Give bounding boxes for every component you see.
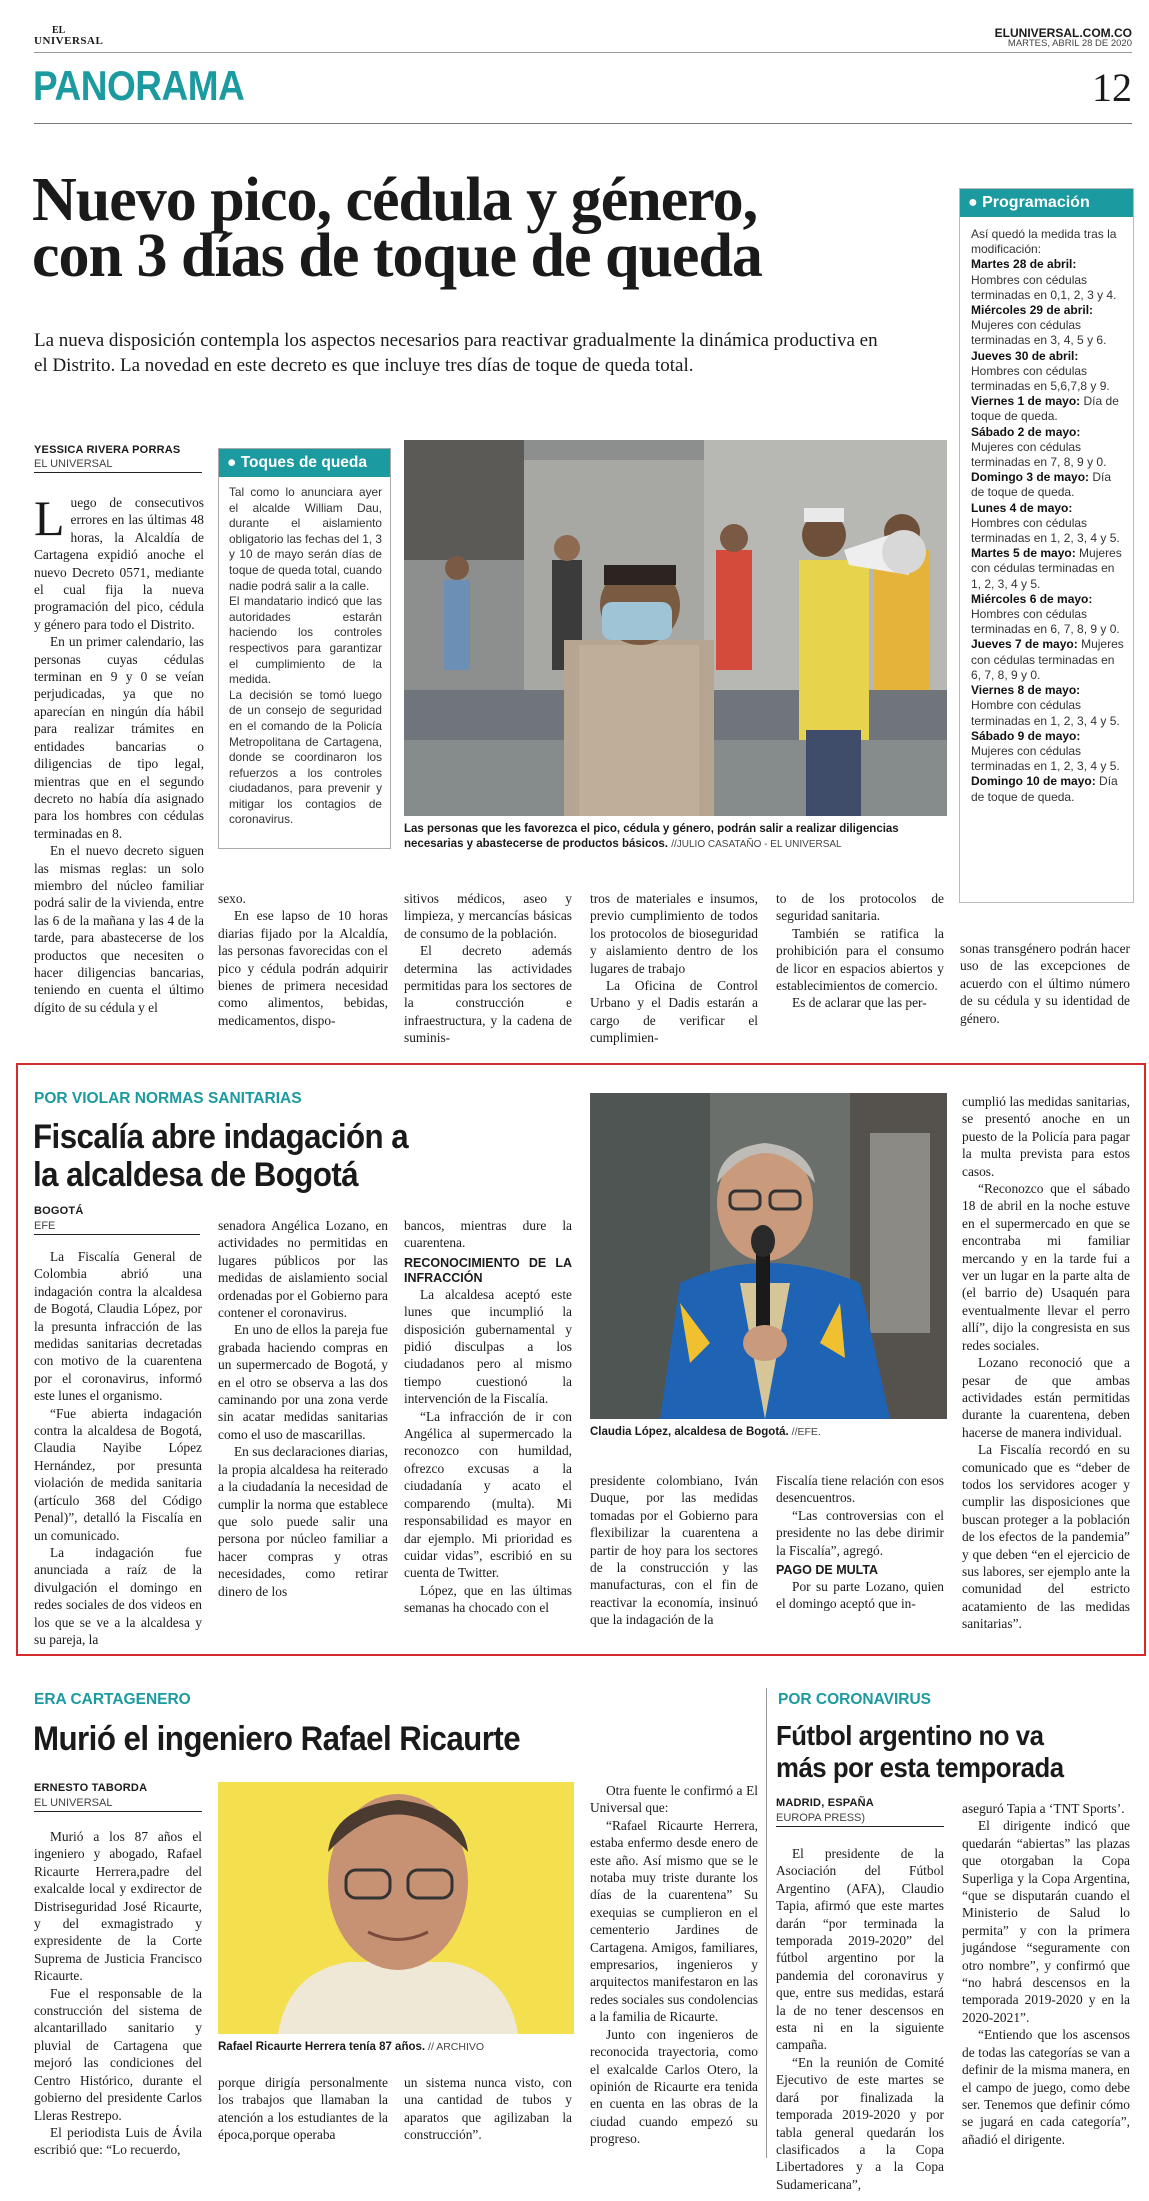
programacion-intro: Así quedó la medida tras la modificación: xyxy=(971,227,1117,257)
fiscalia-col2-p3: En sus declaraciones diarias, la propia alcaldesa ha reiterado a la ciudadanía la necesidad de cumplir la norma que establece que solo puede salir una persona por núcleo familiar a hacer compras y otras necesidades, como retirar dinero de los xyxy=(218,1444,388,1599)
programacion-item xyxy=(971,729,1124,775)
fiscalia-col5-p2: “Las controversias con el presidente no las debe dirimir la Fiscalía”, agregó. xyxy=(776,1507,944,1558)
lead-col1-p2: En un primer calendario, las personas cuyas cédulas terminan en 9 y 0 se veían perjudicadas, ya que no aparecían en ningún día hábil para realizar trámites en entidades bancarias o diligencias de tipo legal, mientras que en el segundo decreto no había día asignado para los hombres con cédulas terminadas en 8. xyxy=(34,634,204,841)
toques-box xyxy=(218,448,391,849)
ricaurte-col4-p3: Junto con ingenieros de reconocida trayectoria, como el exalcalde Carlos Otero, la opinión de Ricaurte era tenida en cuenta en las obras de la ciudad cuando empezó su progreso. xyxy=(590,2026,758,2147)
fiscalia-col3-p1: bancos, mientras dure la cuarentena. xyxy=(404,1218,572,1251)
programacion-list xyxy=(960,217,1133,811)
programacion-item-text: Hombre con cédulas terminadas en 1, 2, 3, 4 y 5. xyxy=(971,698,1120,728)
ricaurte-byline-name: ERNESTO TABORDA xyxy=(34,1782,148,1794)
lead-col5-p3: Es de aclarar que las per- xyxy=(792,995,927,1011)
lead-column-1 xyxy=(34,490,204,1016)
lead-col4-p2: La Oficina de Control Urbano y el Dadis estarán a cargo de verificar el cumplimien- xyxy=(590,978,758,1046)
section-title: PANORAMA xyxy=(33,62,245,109)
lead-col3-p2: El decreto además determina las actividades permitidas para los sectores de la construcción e infraestructura, y la cadena de suminis- xyxy=(404,943,572,1046)
fiscalia-photo-caption xyxy=(590,1425,947,1440)
ricaurte-caption-bold: Rafael Ricaurte Herrera tenía 87 años. xyxy=(218,2041,426,2053)
fiscalia-col1-p2: “Fue abierta indagación contra la alcaldesa de Bogotá, Claudia Nayibe López Hernández, por presunta violación de medida sanitaria (artículo 368 del Código Penal)”, detalló la Fiscalía en un comunicado. xyxy=(34,1405,202,1543)
lead-column-4 xyxy=(590,890,758,1047)
lead-byline-name: YESSICA RIVERA PORRAS xyxy=(34,444,181,456)
programacion-item xyxy=(971,637,1124,683)
fiscalia-col3-p3: “La infracción de ir con Angélica al supermercado la reconozco con humildad, ofrezco excusas a la ciudadanía y acato el comparendo (multa). Mi responsabilidad es mayor en dar ejemplo. Mi prioridad es cuidar vidas”, escribió en su cuenta de Twitter. xyxy=(404,1408,572,1581)
fiscalia-col6-p4: La Fiscalía recordó en su comunicado que es “deber de todos los servidores acoger y cumplir las disposiciones que buscan proteger a la población de los efectos de la pandemia” y que deben “en el ejercicio de sus labores, ser ejemplo ante la comunidad del estricto acatamiento de las medidas sanitarias”. xyxy=(962,1442,1130,1632)
lead-col3-text: sitivos médicos, aseo y limpieza, y mercancías básicas de consumo de la población. xyxy=(404,891,572,941)
ricaurte-photo-caption xyxy=(218,2040,574,2055)
masthead-rule xyxy=(34,52,1132,53)
lead-col6-text: sonas transgénero podrán hacer uso de las excepciones de acuerdo con el último número de su cédula y su identidad de género. xyxy=(960,941,1130,1026)
toques-p2: El mandatario indicó que las autoridades estarán haciendo los controles respectivos para garantizar el cumplimiento de la medida. xyxy=(229,594,382,687)
programacion-item-day: Miércoles 29 de abril: xyxy=(971,303,1094,318)
ricaurte-col4-p2: “Rafael Ricaurte Herrera, estaba enfermo desde enero de este año. Así mismo que se le notaba muy triste durante los días de la cuarentena” Su exequias se cumplieron en el cementerio Jardines de Cartagena. Amigos, familiares, empresarios, ingenieros y arquitectos manifestaron en las redes sociales sus condolencias a la familia de Ricaurte. xyxy=(590,1817,758,2025)
futbol-col2-p3: “Entiendo que los ascensos de todas las categorías se van a definir de la misma manera, en el campo de juego, como debe ser. Tenemos que definir cómo se jugará en cada categoría”, añadió el dirigente. xyxy=(962,2027,1130,2147)
fiscalia-col3-p2: La alcaldesa aceptó este lunes que incumplió la disposición gubernamental y pidió disculpas a los ciudadanos pero al mismo tiempo cuestionó la intervención de la Fiscalía. xyxy=(404,1286,572,1407)
fiscalia-headline xyxy=(33,1118,585,1194)
programacion-box xyxy=(959,188,1134,903)
programacion-item xyxy=(971,394,1124,424)
programacion-item-text: Día de toque de queda. xyxy=(971,470,1112,500)
ricaurte-column-1 xyxy=(34,1828,202,2159)
lead-col4-text: tros de materiales e insumos, previo cumplimiento de todos los protocolos de bioseguridad y aislamiento dentro de los lugares de trabajo xyxy=(590,891,758,976)
lead-headline xyxy=(32,166,762,290)
fiscalia-col6-p3: Lozano reconoció que a pesar de que ambas actividades están permitidas durante la cuarentena, deben hacerse de manera individual. xyxy=(962,1355,1130,1440)
lead-byline-source: EL UNIVERSAL xyxy=(34,458,113,470)
toques-p3: La decisión se tomó luego de un consejo de seguridad en el comando de la Policía Metropolitana de Cartagena, donde se coordinaron los refuerzos a los controles ciudadanos, para prevenir y mitigar los contagios de coronavirus. xyxy=(229,687,382,827)
lead-column-5 xyxy=(776,890,944,1012)
futbol-kicker: POR CORONAVIRUS xyxy=(778,1691,932,1708)
fiscalia-caption-credit: //EFE. xyxy=(788,1426,821,1438)
futbol-col2-p1: aseguró Tapia a ‘TNT Sports’. xyxy=(962,1801,1125,1816)
programacion-header xyxy=(960,189,1133,217)
programacion-item-day: Viernes 8 de mayo: xyxy=(971,683,1081,698)
programacion-item-text: Mujeres con cédulas terminadas en 7, 8, 9 y 0. xyxy=(971,439,1107,470)
futbol-column-2 xyxy=(962,1800,1130,2148)
fiscalia-column-4 xyxy=(590,1472,758,1629)
fiscalia-col1-p1: La Fiscalía General de Colombia abrió una indagación contra la alcaldesa de Bogotá, Claudia López, por la presunta infracción de las medidas sanitarias decretadas con motivo de la cuarentena por el coronavirus, informó este lunes el organismo. xyxy=(34,1249,202,1404)
bullet-icon: ● xyxy=(227,454,237,471)
programacion-item xyxy=(971,546,1124,592)
fiscalia-column-3 xyxy=(404,1217,572,1617)
programacion-item-day: Jueves 7 de mayo: xyxy=(971,637,1078,652)
logo-line2: UNIVERSAL xyxy=(34,35,104,47)
section-rule xyxy=(34,123,1132,124)
ricaurte-column-4 xyxy=(590,1782,758,2148)
fiscalia-col4-text: presidente colombiano, Iván Duque, por las medidas tomadas por el Gobierno para flexibilizar la cuarentena a partir de hoy para los sectores de la construcción y las manufacturas, con el fin de reactivar la economía, insinuó que la indagación de la xyxy=(590,1473,758,1628)
programacion-item-day: Jueves 30 de abril: xyxy=(971,348,1079,363)
ricaurte-column-3 xyxy=(404,2074,572,2144)
fiscalia-byline-rule xyxy=(34,1234,200,1235)
ricaurte-col1-p3: El periodista Luis de Ávila escribió que: “Lo recuerdo, xyxy=(34,2124,202,2158)
programacion-item-day: Lunes 4 de mayo: xyxy=(971,500,1073,515)
programacion-item-text: Mujeres con cédulas terminadas en 1, 2, 3, 4 y 5. xyxy=(971,546,1122,591)
futbol-headline-line2: más por esta temporada xyxy=(776,1752,1064,1783)
ricaurte-col4-p1: Otra fuente le confirmó a El Universal que: xyxy=(590,1783,758,1816)
lead-column-6 xyxy=(960,940,1130,1027)
futbol-col1-p1: El presidente de la Asociación del Fútbol Argentino (AFA), Claudio Tapia, afirmó que este martes darán “por terminada la temporada 2019-2020” del fútbol argentino por la pandemia del coronavirus y que, entre sus medidas, estará la de no tener descensos en esta ni en la siguiente campaña. xyxy=(776,1846,944,2053)
programacion-item-text: Día de toque de queda. xyxy=(971,774,1118,804)
ricaurte-col1-p1: Murió a los 87 años el ingeniero y abogado, Rafael Ricaurte Herrera,padre del exalcalde local y exdirector de Distriseguridad José Ricaurte, y del exmagistrado y expresidente de la Corte Suprema de Justicia Francisco Ricaurte. xyxy=(34,1829,202,1984)
futbol-col2-p2: El dirigente indicó que quedarán “abiertas” las plazas que otorgaban la Copa Superliga y la Copa Argentina, “que se disputarán cuando el Ministerio de Salud lo permita” y con la primera jugándose “seguramente con otro nombre”, y confirmó que “no habrá descensos en la temporada 2019-2020 y en la 2020-2021”. xyxy=(962,1818,1130,2025)
fiscalia-kicker: POR VIOLAR NORMAS SANITARIAS xyxy=(34,1090,302,1107)
programacion-item-text: Mujeres con cédulas terminadas en 3, 4, 5 y 6. xyxy=(971,318,1107,348)
ricaurte-col3-text: un sistema nunca visto, con una cantidad de tubos y aparatos que agilizaban la construcción”. xyxy=(404,2075,572,2143)
lead-col1-p3: En el nuevo decreto siguen las mismas reglas: un solo miembro del núcleo familiar podrá salir de la vivienda, entre las 6 de la mañana y las 4 de la tarde, para abastecerse de los productos que necesiten o hacer diligencias bancarias, teniendo en cuenta el último dígito de su cédula y el xyxy=(34,843,204,1015)
futbol-headline xyxy=(776,1720,1144,1784)
fiscalia-headline-line1: Fiscalía abre indagación a xyxy=(33,1118,409,1156)
toques-title: Toques de queda xyxy=(240,454,367,471)
lead-headline-line1: Nuevo pico, cédula y género, xyxy=(32,166,758,234)
fiscalia-subhead-2: PAGO DE MULTA xyxy=(776,1563,879,1578)
lead-headline-line2: con 3 días de toque de queda xyxy=(32,222,762,290)
toques-text xyxy=(219,477,390,834)
fiscalia-column-1 xyxy=(34,1248,202,1648)
programacion-item-text: Hombres con cédulas terminadas en 6, 7, 8, 9 y 0. xyxy=(971,607,1120,637)
lead-col5-text: to de los protocolos de seguridad sanitaria. xyxy=(776,891,944,924)
lead-caption-bold: Las personas que les favorezca el pico, cédula y género, podrán salir a realizar diligencias necesarias y abastecerse de productos básicos. xyxy=(404,823,899,850)
toques-header xyxy=(219,449,390,477)
ricaurte-photo xyxy=(218,1782,574,2034)
programacion-item xyxy=(971,257,1124,303)
fiscalia-byline-source: EFE xyxy=(34,1220,56,1232)
programacion-item xyxy=(971,349,1124,395)
programacion-item-day: Martes 28 de abril: xyxy=(971,257,1077,272)
programacion-item-text: Mujeres con cédulas terminadas en 1, 2, 3, 4 y 5. xyxy=(971,743,1120,774)
fiscalia-column-5 xyxy=(776,1472,944,1613)
programacion-item xyxy=(971,425,1124,471)
fiscalia-subhead-1: RECONOCIMIENTO DE LA INFRACCIÓN xyxy=(404,1255,572,1285)
programacion-item-day: Martes 5 de mayo: xyxy=(971,546,1076,561)
futbol-byline-name: MADRID, ESPAÑA xyxy=(776,1797,874,1809)
fiscalia-column-6 xyxy=(962,1093,1130,1633)
futbol-headline-line1: Fútbol argentino no va xyxy=(776,1720,1044,1751)
fiscalia-col1-p3: La indagación fue anunciada a raíz de la divulgación el domingo en redes sociales de dos videos en los que se ve a la alcaldesa y su pareja, la xyxy=(34,1544,202,1647)
programacion-item-day: Domingo 10 de mayo: xyxy=(971,774,1096,789)
fiscalia-col6-p1: cumplió las medidas sanitarias, se presentó anoche en un puesto de la Policía para pagar la multa prevista para estos casos. xyxy=(962,1094,1130,1179)
fiscalia-column-2 xyxy=(218,1217,388,1600)
programacion-item-text: Día de toque de queda. xyxy=(971,394,1119,424)
lead-col1-p1: uego de consecutivos errores en las últimas 48 horas, la Alcaldía de Cartagena expidió anoche el nuevo Decreto 0571, mediante el cual fija la nueva programación del pico, cédula y género para todo el Distrito. xyxy=(34,495,204,632)
programacion-item xyxy=(971,501,1124,547)
fiscalia-byline-name: BOGOTÁ xyxy=(34,1205,84,1217)
lead-byline-rule xyxy=(34,472,202,473)
programacion-item xyxy=(971,303,1124,349)
lead-deck: La nueva disposición contempla los aspectos necesarios para reactivar gradualmente la dinámica productiva en el Distrito. La novedad en este decreto es que incluye tres días de toque de queda total. xyxy=(34,330,878,376)
fiscalia-col5-p3: Por su parte Lozano, quien el domingo aceptó que in- xyxy=(776,1579,944,1612)
ricaurte-photo-illustration xyxy=(218,1782,574,2034)
site-url[interactable]: ELUNIVERSAL.COM.CO xyxy=(994,26,1132,40)
programacion-item xyxy=(971,470,1124,500)
programacion-title: Programación xyxy=(982,194,1090,211)
fiscalia-col2-p2: En uno de ellos la pareja fue grabada haciendo compras en un supermercado de Bogotá, y en el otro se observa a las dos caminando por una zona verde sin acatar medidas sanitarias como el uso de mascarillas. xyxy=(218,1322,388,1442)
futbol-column-1 xyxy=(776,1845,944,2193)
page-number: 12 xyxy=(1092,65,1132,110)
lead-col5-p2: También se ratifica la prohibición para el consumo de licor en espacios abiertos y establecimientos de comercio. xyxy=(776,925,944,994)
programacion-item-text: Hombres con cédulas terminadas en 1, 2, 3, 4 y 5. xyxy=(971,515,1120,546)
lead-col2-p2: En ese lapso de 10 horas diarias fijado por la Alcaldía, las personas favorecidas con el pico y cédula podrán adquirir bienes de primera necesidad como alimentos, bebidas, medicamentos, dispo- xyxy=(218,908,388,1028)
ricaurte-kicker: ERA CARTAGENERO xyxy=(34,1691,191,1708)
ricaurte-byline-rule xyxy=(34,1811,202,1812)
programacion-item xyxy=(971,592,1124,638)
programacion-item-day: Miércoles 6 de mayo: xyxy=(971,591,1093,606)
lead-col2-text: sexo. xyxy=(218,891,246,906)
programacion-item-day: Sábado 2 de mayo: xyxy=(971,424,1081,439)
fiscalia-photo xyxy=(590,1093,947,1419)
fiscalia-headline-line2: la alcaldesa de Bogotá xyxy=(33,1156,359,1194)
lead-photo-caption xyxy=(404,822,947,852)
lead-photo-illustration xyxy=(404,440,947,816)
fiscalia-col5-p1: Fiscalía tiene relación con esos desencuentros. xyxy=(776,1473,944,1506)
programacion-item-text: Mujeres con cédulas terminadas en 6, 7, 8, 9 y 0. xyxy=(971,637,1124,682)
fiscalia-col3-p4: López, que en las últimas semanas ha chocado con el xyxy=(404,1582,572,1616)
programacion-item xyxy=(971,683,1124,729)
fiscalia-col2-p1: senadora Angélica Lozano, en actividades no permitidas en lugares públicos por las medidas de aislamiento social ordenadas por el Gobierno para contener el coronavirus. xyxy=(218,1218,388,1321)
futbol-byline-source: EUROPA PRESS) xyxy=(776,1812,866,1824)
programacion-item-day: Sábado 9 de mayo: xyxy=(971,728,1081,743)
ricaurte-col2-text: porque dirigía personalmente los trabajos que llamaban la atención a los estudiantes de la época,porque operaba xyxy=(218,2075,388,2143)
ricaurte-col1-p2: Fue el responsable de la construcción del sistema de alcantarillado sanitario y pluvial de Cartagena que mejoró las condiciones del Centro Histórico, durante el gobierno del presidente Carlos Lleras Restrepo. xyxy=(34,1985,202,2123)
lead-dropcap: L xyxy=(34,490,65,546)
futbol-byline-rule xyxy=(776,1826,944,1827)
masthead-logo xyxy=(34,26,103,46)
bullet-icon: ● xyxy=(968,194,978,211)
fiscalia-photo-illustration xyxy=(590,1093,947,1419)
programacion-item xyxy=(971,774,1124,804)
programacion-item-day: Domingo 3 de mayo: xyxy=(971,470,1090,485)
lead-column-3 xyxy=(404,890,572,1047)
lead-photo xyxy=(404,440,947,816)
fiscalia-col6-p2: “Reconozco que el sábado 18 de abril en la noche estuve en el supermercado en que se encontraba mi familiar mercando y en la tarde fui a ver un lugar en la parte alta de (el barrio de) Usaquén para eventualmente llevar el perro allí”, dijo la congresista en sus redes sociales. xyxy=(962,1181,1130,1353)
lead-caption-credit: //JULIO CASATAÑO - EL UNIVERSAL xyxy=(671,839,842,850)
futbol-col1-p2: “En la reunión de Comité Ejecutivo de este martes se dará por finalizada la temporada 2019-2020 y por tabla general quedarán los clasificados a la Copa Libertadores y a la Copa Sudamericana”, xyxy=(776,2054,944,2192)
programacion-item-day: Viernes 1 de mayo: xyxy=(971,394,1081,409)
ricaurte-column-2 xyxy=(218,2074,388,2144)
ricaurte-byline-source: EL UNIVERSAL xyxy=(34,1797,113,1809)
ricaurte-caption-credit: // ARCHIVO xyxy=(425,2041,485,2053)
fiscalia-caption-bold: Claudia López, alcaldesa de Bogotá. xyxy=(590,1426,789,1438)
programacion-item-text: Hombres con cédulas terminadas en 0,1, 2, 3 y 4. xyxy=(971,272,1117,302)
ricaurte-headline: Murió el ingeniero Rafael Ricaurte xyxy=(33,1720,521,1758)
issue-date: MARTES, ABRIL 28 DE 2020 xyxy=(1007,38,1132,49)
lead-column-2 xyxy=(218,890,388,1029)
logo-line1: EL xyxy=(52,25,66,36)
toques-p1: Tal como lo anunciara ayer el alcalde William Dau, durante el aislamiento obligatorio las fechas del 1, 3 y 10 de mayo serán días de toque de queda total, cuando nadie podrá salir a la calle. xyxy=(229,485,382,593)
programacion-item-text: Hombres con cédulas terminadas en 5,6,7,8 y 9. xyxy=(971,363,1110,394)
column-divider xyxy=(766,1688,767,2158)
